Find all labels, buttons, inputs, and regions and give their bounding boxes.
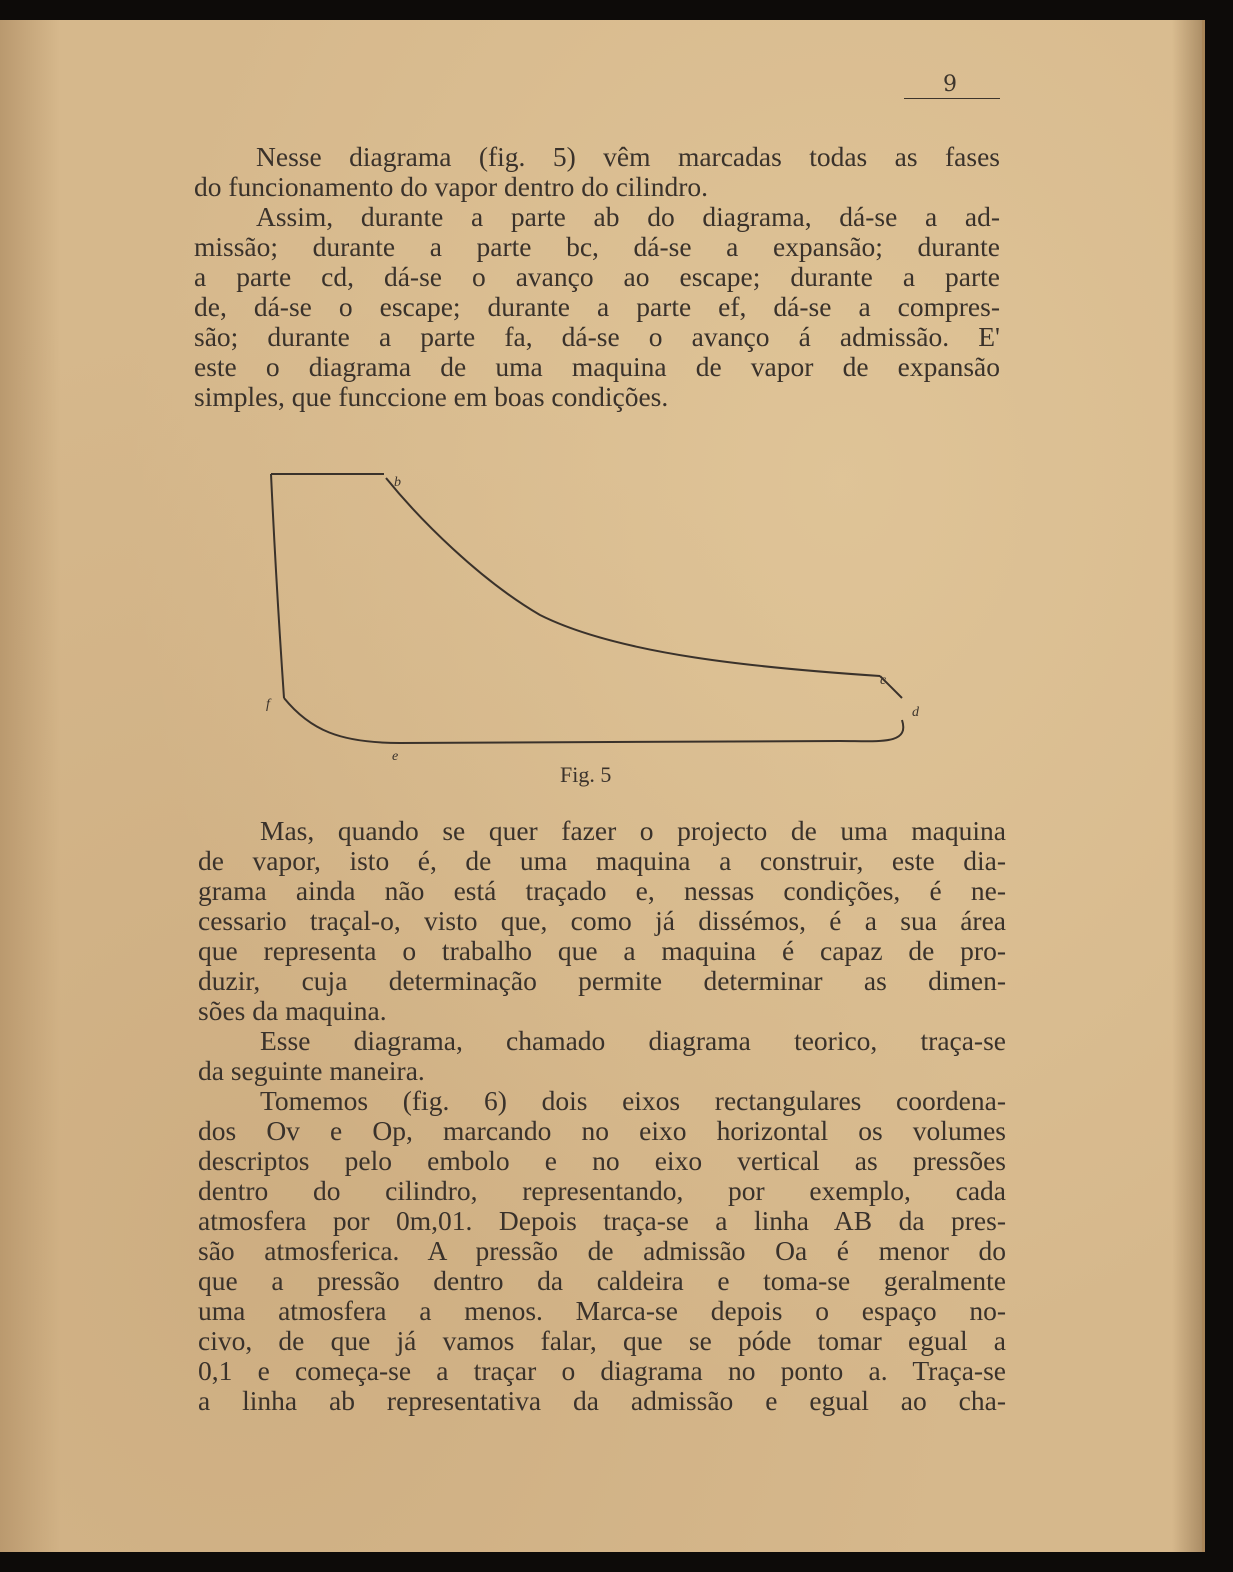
text-line: a parte cd, dá-se o avanço ao escape; durante a parte [194,261,1000,292]
text-line: atmosfera por 0m,01. Depois traça-se a linha AB da pres- [198,1205,1006,1236]
page-number-rule [904,98,1000,99]
point-label-d: d [912,705,919,720]
body-paragraphs [198,816,1006,1416]
text-line: civo, de que já vamos falar, que se póde tomar egual a [198,1325,1006,1356]
text-line: cessario traçal-o, visto que, como já dissémos, é a sua área [198,905,1006,936]
expansion-curve [386,478,880,676]
point-label-e: e [392,749,399,760]
text-line: simples, que funccione em boas condições. [194,381,669,412]
text-line: duzir, cuja determinação permite determinar as dimen- [198,965,1006,996]
text-line: missão; durante a parte bc, dá-se a expansão; durante [194,231,1000,262]
point-label-f: f [266,697,270,712]
text-line: do funcionamento do vapor dentro do cilindro. [194,171,708,202]
text-line: dos Ov e Op, marcando no eixo horizontal os volumes [198,1115,1006,1146]
text-line: Esse diagrama, chamado diagrama teorico, traça-se [260,1025,1006,1056]
text-line: que representa o trabalho que a maquina é capaz de pro- [198,935,1006,966]
text-line: Assim, durante a parte ab do diagrama, dá-se a ad- [256,201,1000,232]
text-line: são atmosferica. A pressão de admissão Oa é menor do [198,1235,1006,1266]
text-line: a linha ab representativa da admissão e egual ao cha- [198,1385,1006,1416]
text-line: são; durante a parte fa, dá-se o avanço á admissão. E' [194,321,1000,352]
text-line: sões da maquina. [198,995,387,1026]
point-label-b: b [394,475,401,490]
text-line: dentro do cilindro, representando, por exemplo, cada [198,1175,1006,1206]
text-line: de vapor, isto é, de uma maquina a construir, este dia- [198,845,1006,876]
figure-caption: Fig. 5 [560,762,612,787]
text-line: que a pressão dentro da caldeira e toma-se geralmente [198,1265,1006,1296]
intro-paragraphs [194,142,1000,412]
compression-curve [271,474,284,698]
page-edge-shadow [1172,20,1202,1552]
book-page [0,20,1205,1552]
text-line: Tomemos (fig. 6) dois eixos rectangulares coordena- [260,1085,1006,1116]
text-line: uma atmosfera a menos. Marca-se depois o espaço no- [198,1295,1006,1326]
text-line: 0,1 e começa-se a traçar o diagrama no ponto a. Traça-se [198,1355,1006,1386]
exhaust-line [284,698,903,743]
text-line: este o diagrama de uma maquina de vapor de expansão [194,351,1000,382]
text-line: descriptos pelo embolo e no eixo vertical as pressões [198,1145,1006,1176]
text-line: Mas, quando se quer fazer o projecto de uma maquina [260,815,1006,846]
text-line: grama ainda não está traçado e, nessas condições, é ne- [198,875,1006,906]
indicator-diagram-figure [240,440,960,760]
text-line: Nesse diagrama (fig. 5) vêm marcadas todas as fases [256,141,1000,172]
text-line: da seguinte maneira. [198,1055,425,1086]
page-number: 9 [943,72,957,97]
point-label-c: c [880,673,887,688]
text-line: de, dá-se o escape; durante a parte ef, dá-se a compres- [194,291,1000,322]
